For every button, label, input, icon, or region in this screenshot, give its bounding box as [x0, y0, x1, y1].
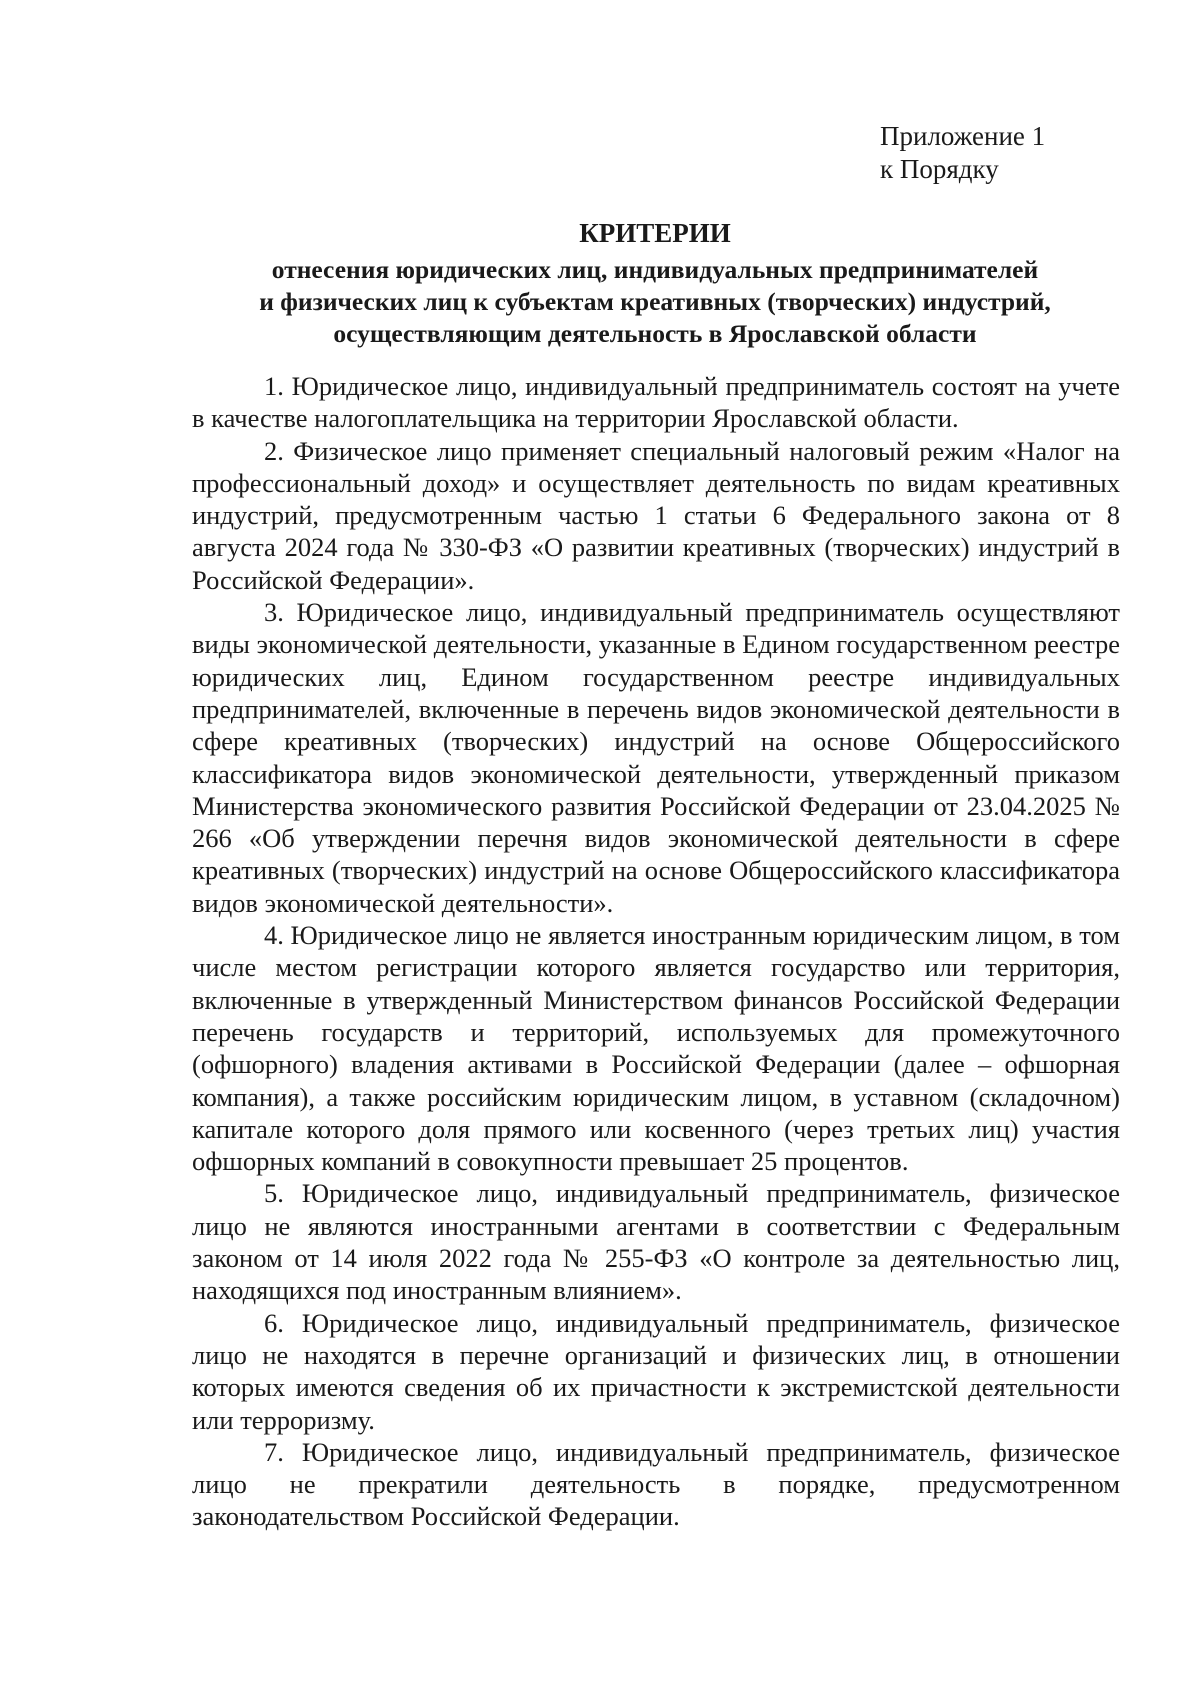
appendix-number: Приложение 1: [880, 121, 1046, 151]
title-line-3: осуществляющим деятельность в Ярославской области: [333, 319, 977, 348]
criterion-1: 1. Юридическое лицо, индивидуальный предприниматель состоят на учете в качестве налогоплательщика на территории Ярославской области.: [192, 371, 1120, 434]
document-title: [190, 214, 1120, 350]
criterion-3: 3. Юридическое лицо, индивидуальный предприниматель осуществляют виды экономической деятельности, указанные в Едином государственном реестре юридических лиц, Едином государственном реестре индивидуальных предпринимателей, включенные в перечень видов экономической деятельности в сфере креативных (творческих) индустрий на основе Общероссийского классификатора видов экономической деятельности, утвержденный приказом Министерства экономического развития Российской Федерации от 23.04.2025 № 266 «Об утверждении перечня видов экономической деятельности в сфере креативных (творческих) индустрий на основе Общероссийского классификатора видов экономической деятельности».: [192, 597, 1120, 918]
criterion-4: 4. Юридическое лицо не является иностранным юридическим лицом, в том числе местом регистрации которого является государство или территория, включенные в утвержденный Министерством финансов Российской Федерации перечень государств и территорий, используемых для промежуточного (офшорного) владения активами в Российской Федерации (далее – офшорная компания), а также российским юридическим лицом, в уставном (складочном) капитале которого доля прямого или косвенного (через третьих лиц) участия офшорных компаний в совокупности превышает 25 процентов.: [192, 920, 1120, 1177]
title-heading: КРИТЕРИИ: [579, 218, 731, 248]
criteria-list: [192, 370, 1120, 1533]
title-line-1: отнесения юридических лиц, индивидуальных предпринимателей: [271, 255, 1039, 284]
appendix-parent: к Порядку: [880, 154, 999, 184]
criterion-7: 7. Юридическое лицо, индивидуальный предприниматель, физическое лицо не прекратили деятельность в порядке, предусмотренном законодательством Российской Федерации.: [192, 1436, 1120, 1532]
criterion-6: 6. Юридическое лицо, индивидуальный предприниматель, физическое лицо не находятся в перечне организаций и физических лиц, в отношении которых имеются сведения об их причастности к экстремистской деятельности или терроризму.: [192, 1307, 1120, 1435]
criterion-2: 2. Физическое лицо применяет специальный налоговый режим «Налог на профессиональный доход» и осуществляет деятельность по видам креативных индустрий, предусмотренным частью 1 статьи 6 Федерального закона от 8 августа 2024 года № 330-ФЗ «О развитии креативных (творческих) индустрий в Российской Федерации».: [192, 435, 1120, 595]
criterion-5: 5. Юридическое лицо, индивидуальный предприниматель, физическое лицо не являются иностранными агентами в соответствии с Федеральным законом от 14 июля 2022 года № 255-ФЗ «О контроле за деятельностью лиц, находящихся под иностранным влиянием».: [192, 1178, 1120, 1306]
title-line-2: и физических лиц к субъектам креативных (творческих) индустрий,: [259, 287, 1051, 316]
appendix-reference: [880, 120, 1045, 186]
